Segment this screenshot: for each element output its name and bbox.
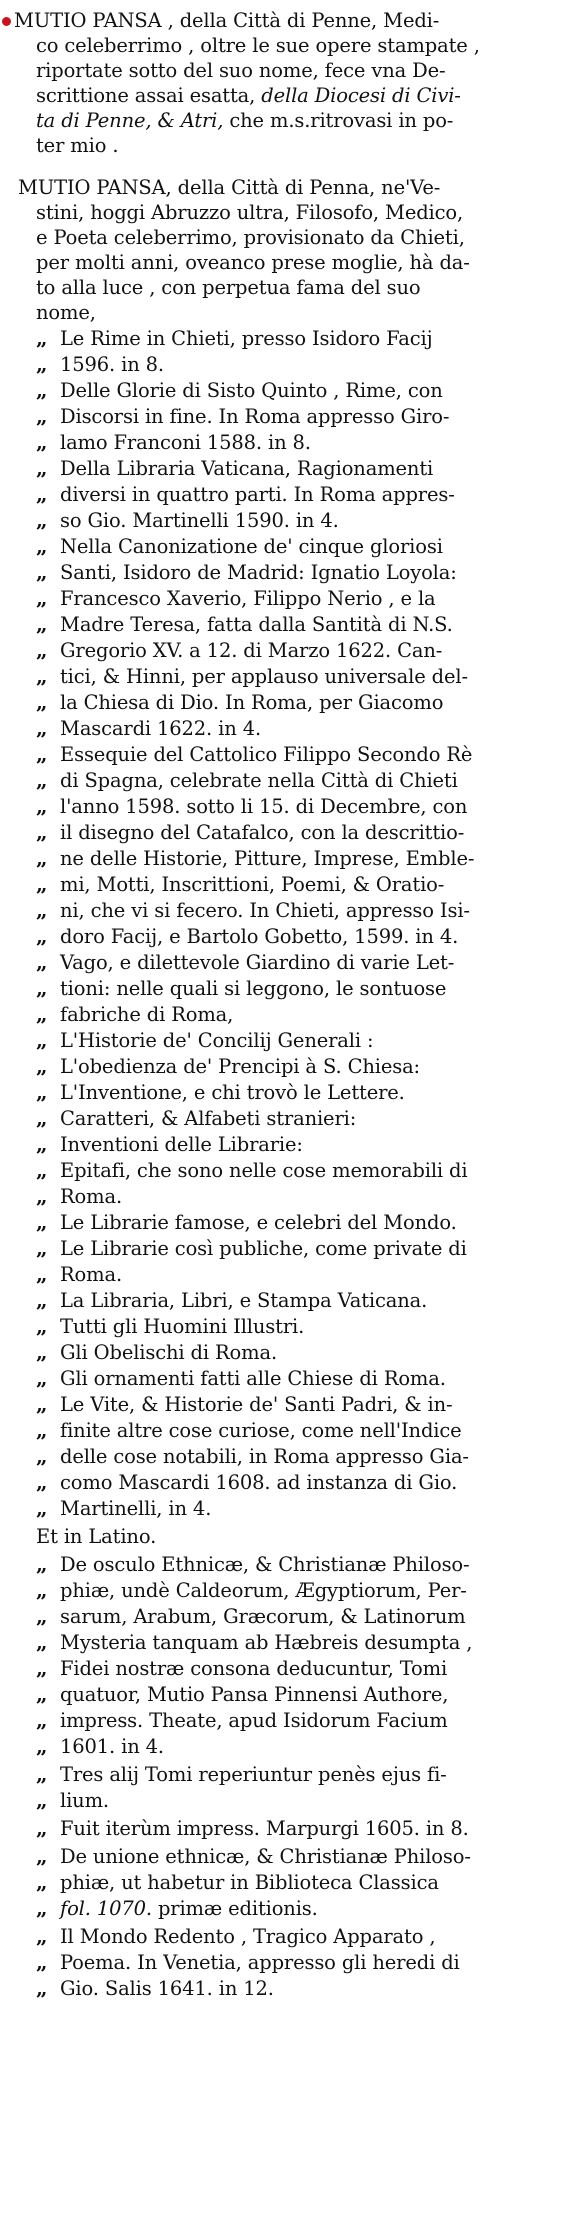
entry-1-line-4 <box>36 83 461 108</box>
quote-mark: „ <box>36 1262 48 1286</box>
quote-mark: „ <box>36 924 48 948</box>
citation-text: Vago, e dilettevole Giardino di varie Let- <box>60 951 455 974</box>
citation-text: ni, che vi si fecero. In Chieti, appresso Isi- <box>60 899 470 922</box>
quote-mark: „ <box>36 1470 48 1494</box>
quote-mark: „ <box>36 1132 48 1156</box>
citation-line <box>36 950 454 975</box>
citation-line <box>36 1054 420 1079</box>
citation-text: Fidei nostræ consona deducuntur, Tomi <box>60 1657 448 1680</box>
citation-line <box>36 1210 457 1235</box>
citation-line <box>36 1158 467 1183</box>
citation-text: 1596. in 8. <box>60 353 164 376</box>
quote-mark: „ <box>36 872 48 896</box>
citation-line <box>36 534 443 559</box>
citation-text: Roma. <box>60 1185 122 1208</box>
quote-mark: „ <box>36 1496 48 1520</box>
citation-text: 1601. in 4. <box>60 1735 164 1758</box>
citation-text: Le Librarie famose, e celebri del Mondo. <box>60 1211 457 1234</box>
citation-line <box>36 924 458 949</box>
quote-mark: „ <box>36 1184 48 1208</box>
citation-text: lamo Franconi 1588. in 8. <box>60 431 311 454</box>
quote-mark: „ <box>36 508 48 532</box>
quote-mark: „ <box>36 1870 48 1894</box>
citation-text: Le Librarie così publiche, come private di <box>60 1237 467 1260</box>
quote-mark: „ <box>36 1444 48 1468</box>
latin-citation-line <box>36 1762 447 1787</box>
citation-line <box>36 508 339 533</box>
entry-1-line-2: co celeberrimo , oltre le sue opere stampate , <box>36 34 480 57</box>
citation-line <box>36 1028 373 1053</box>
quote-mark: „ <box>36 768 48 792</box>
quote-mark: „ <box>36 690 48 714</box>
citation-line <box>36 612 453 637</box>
quote-mark: „ <box>36 1816 48 1840</box>
quote-mark: „ <box>36 1762 48 1786</box>
citation-text: tici, & Hinni, per applauso universale del- <box>60 665 468 688</box>
quote-mark: „ <box>36 846 48 870</box>
quote-mark: „ <box>36 586 48 610</box>
citation-line <box>36 1366 446 1391</box>
latin-citation-line <box>36 1896 318 1921</box>
quote-mark: „ <box>36 1788 48 1812</box>
citation-line <box>36 560 457 585</box>
quote-mark: „ <box>36 1578 48 1602</box>
entry-2-line-1: MUTIO PANSA, della Città di Penna, ne'Ve- <box>18 176 441 199</box>
citation-text: delle cose notabili, in Roma appresso Gia- <box>60 1445 469 1468</box>
quote-mark: „ <box>36 1236 48 1260</box>
quote-mark: „ <box>36 1002 48 1026</box>
quote-mark: „ <box>36 378 48 402</box>
quote-mark: „ <box>36 1656 48 1680</box>
citation-text: Il Mondo Redento , Tragico Apparato , <box>60 1925 436 1948</box>
latin-citation-line <box>36 1630 472 1655</box>
quote-mark: „ <box>36 1844 48 1868</box>
quote-mark: „ <box>36 1288 48 1312</box>
citation-text: di Spagna, celebrate nella Città di Chieti <box>60 769 458 792</box>
latin-citation-line <box>36 1578 467 1603</box>
citation-line <box>36 1106 356 1131</box>
latin-citation-line <box>36 1604 466 1629</box>
citation-line <box>36 898 470 923</box>
quote-mark: „ <box>36 1552 48 1576</box>
citation-line <box>36 1080 405 1105</box>
quote-mark: „ <box>36 1418 48 1442</box>
quote-mark: „ <box>36 1630 48 1654</box>
quote-mark: „ <box>36 352 48 376</box>
quote-mark: „ <box>36 404 48 428</box>
quote-mark: „ <box>36 1950 48 1974</box>
entry-1-line-1: MUTIO PANSA , della Città di Penne, Medi- <box>14 9 440 32</box>
quote-mark: „ <box>36 326 48 350</box>
citation-text: Madre Teresa, fatta dalla Santità di N.S. <box>60 613 453 636</box>
citation-line <box>36 794 467 819</box>
citation-text: como Mascardi 1608. ad instanza di Gio. <box>60 1471 458 1494</box>
latin-citation-line <box>36 1816 469 1841</box>
latin-citation-line <box>36 1656 447 1681</box>
quote-mark: „ <box>36 1392 48 1416</box>
citation-text: phiæ, undè Caldeorum, Ægyptiorum, Per- <box>60 1579 467 1602</box>
citation-line <box>36 1444 469 1469</box>
citation-line <box>36 378 443 403</box>
citation-text: tioni: nelle quali si leggono, le sontuose <box>60 977 447 1000</box>
latin-citation-line <box>36 1552 469 1577</box>
citation-line <box>36 482 455 507</box>
citation-line <box>36 976 446 1001</box>
latin-citation-line <box>36 1976 274 2001</box>
citation-text: quatuor, Mutio Pansa Pinnensi Authore, <box>60 1683 449 1706</box>
citation-line <box>36 1184 122 1209</box>
citation-line <box>36 846 474 871</box>
citation-text: Fuit iterùm impress. Marpurgi 1605. in 8. <box>60 1817 469 1840</box>
entry-1-line-5 <box>36 108 453 133</box>
entry-1-line-5b: che m.s.ritrovasi in po- <box>223 109 454 132</box>
citation-line <box>36 742 472 767</box>
quote-mark: „ <box>36 898 48 922</box>
citation-line <box>36 456 433 481</box>
citation-line <box>36 1418 462 1443</box>
citation-line <box>36 430 311 455</box>
quote-mark: „ <box>36 664 48 688</box>
citation-text: L'Inventione, e chi trovò le Lettere. <box>60 1081 405 1104</box>
citation-line <box>36 1496 211 1521</box>
quote-mark: „ <box>36 1604 48 1628</box>
latin-citation-line <box>36 1950 460 1975</box>
quote-mark: „ <box>36 456 48 480</box>
quote-mark: „ <box>36 1924 48 1948</box>
entry-1-line-4a: scrittione assai esatta, <box>36 84 262 107</box>
citation-line <box>36 1262 122 1287</box>
citation-text: Mysteria tanquam ab Hæbreis desumpta , <box>60 1631 473 1654</box>
latin-heading: Et in Latino. <box>36 1525 157 1548</box>
citation-text: Francesco Xaverio, Filippo Nerio , e la <box>60 587 436 610</box>
citation-text: Discorsi in fine. In Roma appresso Giro- <box>60 405 450 428</box>
citation-text: Gli Obelischi di Roma. <box>60 1341 278 1364</box>
citation-line <box>36 690 443 715</box>
citation-text: Gli ornamenti fatti alle Chiese di Roma. <box>60 1367 446 1390</box>
citation-text: Essequie del Cattolico Filippo Secondo Rè <box>60 743 473 766</box>
entry-2-line-4: per molti anni, oveanco prese moglie, hà da- <box>36 251 470 274</box>
citation-text: Epitafi, che sono nelle cose memorabili di <box>60 1159 468 1182</box>
citation-text: la Chiesa di Dio. In Roma, per Giacomo <box>60 691 444 714</box>
citation-text: sarum, Arabum, Græcorum, & Latinorum <box>60 1605 466 1628</box>
quote-mark: „ <box>36 560 48 584</box>
quote-mark: „ <box>36 1734 48 1758</box>
citation-line <box>36 1314 304 1339</box>
quote-mark: „ <box>36 794 48 818</box>
quote-mark: „ <box>36 1080 48 1104</box>
citation-text: L'Historie de' Concilij Generali : <box>60 1029 374 1052</box>
latin-citation-line <box>36 1682 448 1707</box>
quote-mark: „ <box>36 716 48 740</box>
citation-text: Poema. In Venetia, appresso gli heredi di <box>60 1951 460 1974</box>
citation-line <box>36 1236 467 1261</box>
citation-text: Tutti gli Huomini Illustri. <box>60 1315 305 1338</box>
quote-mark: „ <box>36 1366 48 1390</box>
citation-text: Le Rime in Chieti, presso Isidoro Facij <box>60 327 433 350</box>
citation-line <box>36 872 444 897</box>
quote-mark: „ <box>36 1054 48 1078</box>
entry-1-line-3: riportate sotto del suo nome, fece vna De- <box>36 59 446 82</box>
entry-2-line-5: to alla luce , con perpetua fama del suo <box>36 276 421 299</box>
quote-mark: „ <box>36 1340 48 1364</box>
quote-mark: „ <box>36 612 48 636</box>
quote-mark: „ <box>36 534 48 558</box>
citation-text: so Gio. Martinelli 1590. in 4. <box>60 509 339 532</box>
latin-citation-line <box>36 1734 164 1759</box>
quote-mark: „ <box>36 950 48 974</box>
citation-text: Tres alij Tomi reperiuntur penès ejus fi- <box>60 1763 447 1786</box>
latin-citation-line <box>36 1788 109 1813</box>
citation-text: Gregorio XV. a 12. di Marzo 1622. Can- <box>60 639 443 662</box>
citation-line <box>36 586 436 611</box>
citation-line <box>36 716 261 741</box>
citation-line <box>36 352 164 377</box>
quote-mark: „ <box>36 1976 48 2000</box>
citation-line <box>36 1392 452 1417</box>
citation-text: ne delle Historie, Pitture, Imprese, Emble- <box>60 847 475 870</box>
citation-text: Le Vite, & Historie de' Santi Padri, & in- <box>60 1393 453 1416</box>
citation-text: impress. Theate, apud Isidorum Facium <box>60 1709 448 1732</box>
citation-text: fabriche di Roma, <box>60 1003 234 1026</box>
citation-text: primæ editionis. <box>151 1897 318 1920</box>
citation-text: doro Facij, e Bartolo Gobetto, 1599. in 4. <box>60 925 459 948</box>
citation-text: lium. <box>60 1789 109 1812</box>
citation-text: Delle Glorie di Sisto Quinto , Rime, con <box>60 379 443 402</box>
citation-text: De osculo Ethnicæ, & Christianæ Philoso- <box>60 1553 470 1576</box>
latin-citation-line <box>36 1708 448 1733</box>
entry-2-line-3: e Poeta celeberrimo, provisionato da Chieti, <box>36 226 465 249</box>
citation-line <box>36 820 464 845</box>
quote-mark: „ <box>36 430 48 454</box>
citation-text: l'anno 1598. sotto li 15. di Decembre, con <box>60 795 468 818</box>
citation-line <box>36 404 449 429</box>
entry-2-line-2: stini, hoggi Abruzzo ultra, Filosofo, Medico, <box>36 201 464 224</box>
latin-citation-line <box>36 1924 435 1949</box>
citation-text-italic: fol. 1070. <box>60 1897 152 1920</box>
latin-citation-line <box>36 1870 439 1895</box>
entry-1-line-5a: ta di Penne, & Atri, <box>36 109 224 132</box>
citation-text: Inventioni delle Librarie: <box>60 1133 303 1156</box>
citation-text: De unione ethnicæ, & Christianæ Philoso- <box>60 1845 471 1868</box>
quote-mark: „ <box>36 976 48 1000</box>
citation-line <box>36 326 432 351</box>
citation-text: Mascardi 1622. in 4. <box>60 717 262 740</box>
citation-line <box>36 768 458 793</box>
citation-text: Santi, Isidoro de Madrid: Ignatio Loyola: <box>60 561 457 584</box>
citation-text: Gio. Salis 1641. in 12. <box>60 1977 274 2000</box>
quote-mark: „ <box>36 1682 48 1706</box>
citation-text: mi, Motti, Inscrittioni, Poemi, & Oratio- <box>60 873 445 896</box>
citation-text: L'obedienza de' Prencipi à S. Chiesa: <box>60 1055 420 1078</box>
entry-1-line-4b: della Diocesi di Civi- <box>261 84 461 107</box>
quote-mark: „ <box>36 638 48 662</box>
citation-line <box>36 1470 457 1495</box>
quote-mark: „ <box>36 1210 48 1234</box>
quote-mark: „ <box>36 820 48 844</box>
quote-mark: „ <box>36 1708 48 1732</box>
citation-text: Della Libraria Vaticana, Ragionamenti <box>60 457 434 480</box>
citation-text: Nella Canonizatione de' cinque gloriosi <box>60 535 443 558</box>
latin-citation-line <box>36 1844 471 1869</box>
citation-text: phiæ, ut habetur in Biblioteca Classica <box>60 1871 439 1894</box>
citation-text: finite altre cose curiose, come nell'Indice <box>60 1419 462 1442</box>
quote-mark: „ <box>36 1028 48 1052</box>
citation-text: Roma. <box>60 1263 122 1286</box>
citation-line <box>36 664 468 689</box>
citation-text: La Libraria, Libri, e Stampa Vaticana. <box>60 1289 428 1312</box>
quote-mark: „ <box>36 482 48 506</box>
citation-text: Martinelli, in 4. <box>60 1497 212 1520</box>
citation-line <box>36 638 442 663</box>
quote-mark: „ <box>36 1314 48 1338</box>
quote-mark: „ <box>36 1896 48 1920</box>
citation-line <box>36 1132 303 1157</box>
bullet-marker <box>2 17 11 26</box>
citation-line <box>36 1340 277 1365</box>
citation-text: il disegno del Catafalco, con la descrittio- <box>60 821 465 844</box>
quote-mark: „ <box>36 1158 48 1182</box>
quote-mark: „ <box>36 742 48 766</box>
entry-2-line-6: nome, <box>36 301 96 324</box>
citation-text: Caratteri, & Alfabeti stranieri: <box>60 1107 357 1130</box>
entry-1-line-6: ter mio . <box>36 134 119 157</box>
citation-line <box>36 1002 233 1027</box>
citation-line <box>36 1288 427 1313</box>
citation-text: diversi in quattro parti. In Roma appres- <box>60 483 455 506</box>
quote-mark: „ <box>36 1106 48 1130</box>
